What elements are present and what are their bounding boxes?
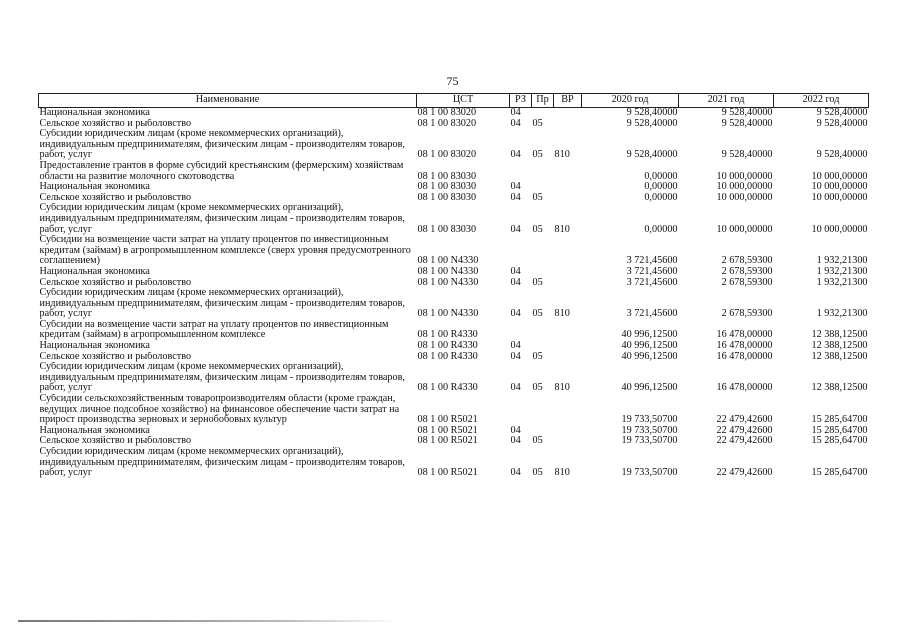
row-pr: 05	[532, 118, 543, 129]
row-pr	[532, 235, 554, 267]
row-cst: 08 1 00 R4330	[417, 341, 478, 352]
row-rz: 04	[510, 182, 521, 193]
row-cst: 08 1 00 R5021	[417, 414, 478, 426]
row-cst: 08 1 00 R5021	[417, 467, 478, 479]
row-2021: 2 678,59300	[721, 255, 773, 267]
row-cst: 08 1 00 83020	[417, 118, 477, 129]
row-2020: 40 996,12500	[621, 329, 678, 341]
row-vr	[554, 278, 582, 289]
row-pr	[532, 394, 554, 426]
header-rz: РЗ	[510, 94, 532, 108]
table-row	[39, 320, 869, 341]
row-2022: 15 285,64700	[811, 425, 868, 436]
row-cst: 08 1 00 N4330	[417, 308, 479, 320]
table-row	[39, 267, 869, 278]
row-2022: 1 932,21300	[816, 308, 868, 320]
row-rz: 04	[510, 382, 521, 394]
row-2022: 9 528,40000	[816, 107, 868, 118]
scan-artifact-line	[18, 620, 398, 622]
table-row	[39, 119, 869, 130]
row-2022: 10 000,00000	[811, 182, 868, 193]
row-name: Субсидии сельскохозяйственным товаропроизводителям области (кроме граждан, ведущих личное подсобное хозяйство) на финансовое обеспечение части затрат на прирост производства зерновых и зернобобовых культур	[39, 394, 400, 426]
row-2021: 16 478,00000	[716, 329, 773, 341]
row-rz: 04	[510, 277, 521, 288]
row-2021: 16 478,00000	[716, 351, 773, 362]
table-row	[39, 362, 869, 394]
row-pr: 05	[532, 382, 543, 394]
row-pr	[532, 182, 554, 193]
row-2022: 10 000,00000	[811, 223, 868, 235]
row-2021: 10 000,00000	[716, 182, 773, 193]
row-2020: 3 721,45600	[626, 255, 678, 267]
row-cst: 08 1 00 N4330	[417, 255, 479, 267]
row-pr: 05	[532, 436, 543, 447]
table-row	[39, 436, 869, 447]
header-2021: 2021 год	[679, 94, 774, 108]
row-name: Сельское хозяйство и рыболовство	[39, 436, 192, 447]
row-2020: 19 733,50700	[621, 436, 678, 447]
row-pr	[532, 108, 554, 119]
row-vr: 810	[554, 467, 570, 479]
row-2022: 15 285,64700	[811, 467, 868, 479]
row-2020: 0,00000	[644, 182, 678, 193]
row-2021: 22 479,42600	[716, 425, 773, 436]
row-2020: 3 721,45600	[626, 308, 678, 320]
row-vr: 810	[554, 223, 570, 235]
row-vr	[554, 119, 582, 130]
row-rz: 04	[510, 341, 521, 352]
row-rz: 04	[510, 149, 521, 161]
row-pr	[532, 426, 554, 437]
row-name: Национальная экономика	[39, 107, 150, 118]
row-2022: 10 000,00000	[811, 170, 868, 182]
table-row	[39, 193, 869, 204]
row-2020: 0,00000	[644, 170, 678, 182]
row-2021: 9 528,40000	[721, 107, 773, 118]
row-vr	[554, 426, 582, 437]
page-number: 75	[446, 74, 459, 88]
row-rz	[510, 161, 532, 182]
row-2021: 9 528,40000	[721, 118, 773, 129]
row-name: Сельское хозяйство и рыболовство	[39, 351, 192, 362]
row-name: Субсидии юридическим лицам (кроме некоммерческих организаций), индивидуальным предпринимателям, физическим лицам - производителям товаров, работ, услуг	[39, 203, 405, 235]
row-name: Субсидии на возмещение части затрат на уплату процентов по инвестиционным кредитам (займам) в агропромышленном комплексе (сверх уровня предусмотренного соглашением)	[39, 235, 411, 267]
row-2022: 12 388,12500	[811, 329, 868, 341]
row-2020: 0,00000	[644, 223, 678, 235]
row-vr	[554, 235, 582, 267]
row-pr: 05	[532, 467, 543, 479]
row-2020: 9 528,40000	[626, 149, 678, 161]
row-vr	[554, 108, 582, 119]
row-pr	[532, 267, 554, 278]
row-cst: 08 1 00 N4330	[417, 277, 479, 288]
row-name: Сельское хозяйство и рыболовство	[39, 277, 192, 288]
row-vr: 810	[554, 382, 570, 394]
table-row	[39, 288, 869, 320]
header-pr: Пр	[532, 94, 554, 108]
row-rz: 04	[510, 351, 521, 362]
table-body	[39, 108, 869, 479]
row-rz	[510, 394, 532, 426]
row-2021: 22 479,42600	[716, 436, 773, 447]
row-vr	[554, 182, 582, 193]
table-row	[39, 352, 869, 363]
row-vr: 810	[554, 149, 570, 161]
row-cst: 08 1 00 R5021	[417, 436, 478, 447]
row-2020: 40 996,12500	[621, 341, 678, 352]
row-pr: 05	[532, 223, 543, 235]
row-2021: 16 478,00000	[716, 341, 773, 352]
row-2022: 12 388,12500	[811, 341, 868, 352]
row-name: Национальная экономика	[39, 425, 150, 436]
row-2021: 2 678,59300	[721, 266, 773, 277]
header-name: Наименование	[39, 94, 417, 108]
row-name: Субсидии юридическим лицам (кроме некоммерческих организаций), индивидуальным предпринимателям, физическим лицам - производителям товаров, работ, услуг	[39, 288, 405, 320]
table-row	[39, 108, 869, 119]
row-2020: 19 733,50700	[621, 414, 678, 426]
budget-table	[38, 93, 869, 479]
row-cst: 08 1 00 83030	[417, 170, 477, 182]
header-2020: 2020 год	[582, 94, 679, 108]
row-2021: 22 479,42600	[716, 414, 773, 426]
row-vr	[554, 193, 582, 204]
row-vr	[554, 320, 582, 341]
row-2020: 9 528,40000	[626, 107, 678, 118]
row-pr	[532, 341, 554, 352]
table-row	[39, 182, 869, 193]
row-cst: 08 1 00 83030	[417, 192, 477, 203]
row-2021: 2 678,59300	[721, 308, 773, 320]
row-cst: 08 1 00 83020	[417, 149, 477, 161]
row-rz: 04	[510, 192, 521, 203]
row-2021: 10 000,00000	[716, 192, 773, 203]
row-name: Субсидии юридическим лицам (кроме некоммерческих организаций), индивидуальным предпринимателям, физическим лицам - производителям товаров, работ, услуг	[39, 447, 405, 479]
row-vr	[554, 436, 582, 447]
row-rz: 04	[510, 118, 521, 129]
row-rz	[510, 320, 532, 341]
row-pr: 05	[532, 149, 543, 161]
row-2021: 10 000,00000	[716, 170, 773, 182]
table-row	[39, 341, 869, 352]
row-vr: 810	[554, 308, 570, 320]
row-rz: 04	[510, 308, 521, 320]
row-cst: 08 1 00 N4330	[417, 266, 479, 277]
row-2021: 2 678,59300	[721, 277, 773, 288]
table-header-row	[39, 94, 869, 108]
header-vr: ВР	[554, 94, 582, 108]
row-2021: 22 479,42600	[716, 467, 773, 479]
row-pr: 05	[532, 192, 543, 203]
row-name: Субсидии юридическим лицам (кроме некоммерческих организаций), индивидуальным предпринимателям, физическим лицам - производителям товаров, работ, услуг	[39, 362, 405, 394]
row-2022: 12 388,12500	[811, 382, 868, 394]
row-rz: 04	[510, 436, 521, 447]
row-cst: 08 1 00 R4330	[417, 351, 478, 362]
row-cst: 08 1 00 R4330	[417, 382, 478, 394]
row-2020: 9 528,40000	[626, 118, 678, 129]
row-cst: 08 1 00 R5021	[417, 425, 478, 436]
row-rz: 04	[510, 425, 521, 436]
row-vr	[554, 267, 582, 278]
row-cst: 08 1 00 83030	[417, 182, 477, 193]
row-name: Национальная экономика	[39, 341, 150, 352]
row-name: Национальная экономика	[39, 266, 150, 277]
row-pr: 05	[532, 351, 543, 362]
table-row	[39, 129, 869, 161]
row-vr	[554, 161, 582, 182]
row-pr	[532, 161, 554, 182]
row-rz: 04	[510, 266, 521, 277]
row-2022: 10 000,00000	[811, 192, 868, 203]
row-vr	[554, 394, 582, 426]
row-rz: 04	[510, 107, 521, 118]
row-name: Субсидии юридическим лицам (кроме некоммерческих организаций), индивидуальным предпринимателям, физическим лицам - производителям товаров, работ, услуг	[39, 129, 405, 161]
row-name: Субсидии на возмещение части затрат на уплату процентов по инвестиционным кредитам (займам) в агропромышленном комплексе	[39, 319, 389, 341]
table-row	[39, 447, 869, 479]
row-2022: 1 932,21300	[816, 277, 868, 288]
row-2022: 9 528,40000	[816, 118, 868, 129]
row-2021: 10 000,00000	[716, 223, 773, 235]
row-2020: 0,00000	[644, 192, 678, 203]
row-cst: 08 1 00 R4330	[417, 329, 478, 341]
row-2020: 3 721,45600	[626, 277, 678, 288]
row-2020: 40 996,12500	[621, 382, 678, 394]
row-name: Сельское хозяйство и рыболовство	[39, 118, 192, 129]
row-name: Сельское хозяйство и рыболовство	[39, 192, 192, 203]
row-2022: 15 285,64700	[811, 414, 868, 426]
row-vr	[554, 352, 582, 363]
row-2021: 16 478,00000	[716, 382, 773, 394]
row-2020: 40 996,12500	[621, 351, 678, 362]
header-cst: ЦСТ	[417, 94, 510, 108]
header-2022: 2022 год	[774, 94, 869, 108]
row-2022: 15 285,64700	[811, 436, 868, 447]
row-2020: 19 733,50700	[621, 425, 678, 436]
row-name: Предоставление грантов в форме субсидий крестьянским (фермерским) хозяйствам области на развитие молочного скотоводства	[39, 160, 404, 182]
row-2020: 3 721,45600	[626, 266, 678, 277]
row-name: Национальная экономика	[39, 182, 150, 193]
table-row	[39, 203, 869, 235]
table-row	[39, 235, 869, 267]
row-rz: 04	[510, 223, 521, 235]
row-2022: 12 388,12500	[811, 351, 868, 362]
row-2021: 9 528,40000	[721, 149, 773, 161]
table-row	[39, 426, 869, 437]
row-pr: 05	[532, 308, 543, 320]
row-rz: 04	[510, 467, 521, 479]
row-pr: 05	[532, 277, 543, 288]
row-cst: 08 1 00 83030	[417, 223, 477, 235]
row-2022: 1 932,21300	[816, 266, 868, 277]
row-2022: 1 932,21300	[816, 255, 868, 267]
table-row	[39, 278, 869, 289]
row-vr	[554, 341, 582, 352]
row-rz	[510, 235, 532, 267]
row-pr	[532, 320, 554, 341]
row-2022: 9 528,40000	[816, 149, 868, 161]
table-row	[39, 394, 869, 426]
table-row	[39, 161, 869, 182]
row-2020: 19 733,50700	[621, 467, 678, 479]
row-cst: 08 1 00 83020	[417, 107, 477, 118]
